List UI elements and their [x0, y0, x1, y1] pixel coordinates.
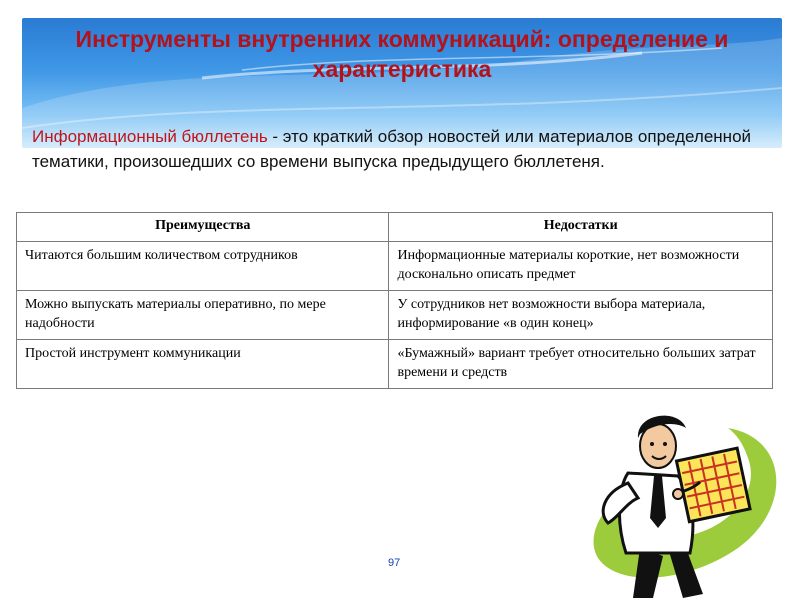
table-row: [17, 291, 773, 340]
table-cell: Читаются большим количеством сотрудников: [17, 242, 389, 291]
table-cell: Можно выпускать материалы оперативно, по мере надобности: [17, 291, 389, 340]
table-header-row: [17, 213, 773, 242]
table-cell: «Бумажный» вариант требует относительно больших затрат времени и средств: [389, 340, 773, 389]
page-number: 97: [388, 557, 401, 569]
slide-title: Инструменты внутренних коммуникаций: определение и характеристика: [75, 26, 729, 82]
table-cell: Простой инструмент коммуникации: [17, 340, 389, 389]
definition-paragraph: [32, 124, 772, 174]
presenter-illustration: [578, 398, 788, 605]
definition-text: - это краткий обзор новостей или материалов определенной тематики, произошедших со времени выпуска предыдущего бюллетеня.: [32, 127, 752, 171]
table-cell: У сотрудников нет возможности выбора материала, информирование «в один конец»: [389, 291, 773, 340]
table-cell: Информационные материалы короткие, нет возможности досконально описать предмет: [389, 242, 773, 291]
column-header-advantages: Преимущества: [17, 213, 389, 242]
comparison-table: [16, 212, 773, 389]
definition-term: Информационный бюллетень: [32, 127, 268, 146]
table-row: [17, 340, 773, 389]
column-header-disadvantages: Недостатки: [389, 213, 773, 242]
table-row: [17, 242, 773, 291]
